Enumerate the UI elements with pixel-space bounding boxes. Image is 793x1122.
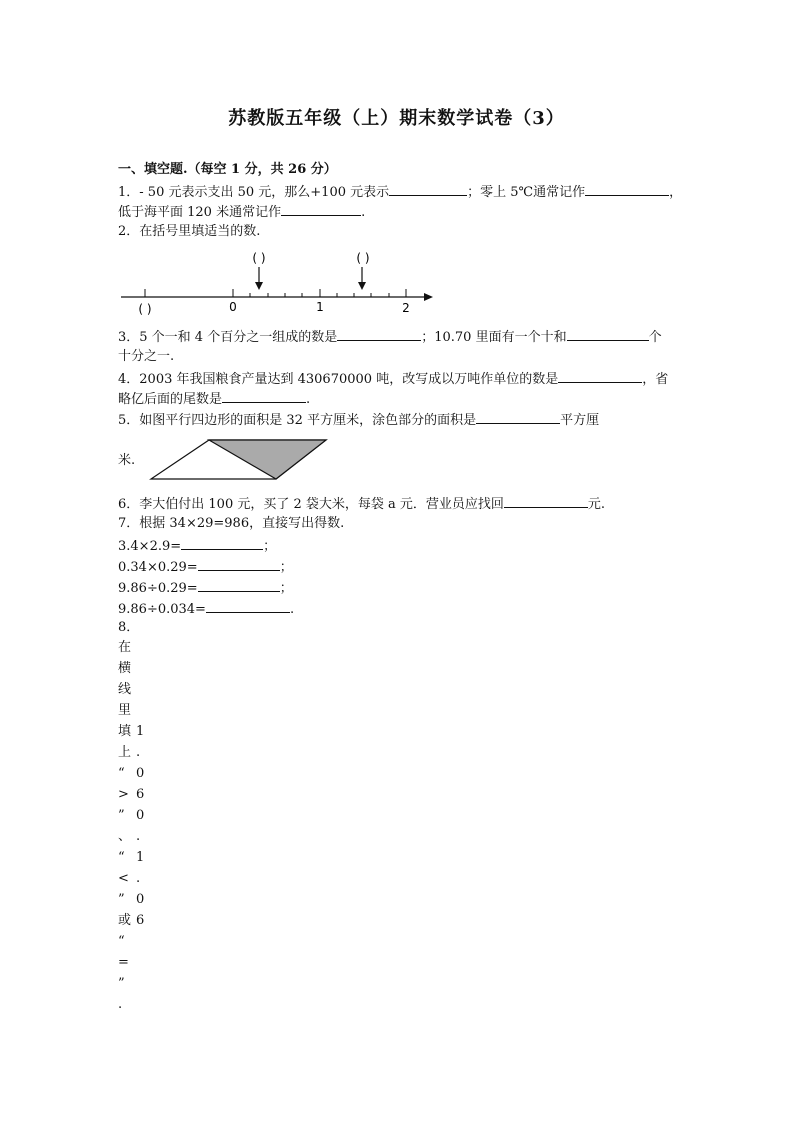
paren-blank[interactable]: ( ) [252, 251, 266, 265]
q6-line: 6．李大伯付出 100 元，买了 2 袋大米，每袋 a 元．营业员应找回 元. [118, 497, 606, 512]
q7-item: 0.34×0.29= ； [118, 560, 293, 575]
paren-blank[interactable]: ( ) [356, 251, 370, 265]
tick-label: 0 [229, 300, 237, 314]
q7-item: 3.4×2.9= ； [118, 539, 277, 554]
q7-text: 7．根据 34×29=986，直接写出得数. [118, 516, 345, 531]
section-heading: 一、填空题.（每空 1 分，共 26 分） [118, 162, 337, 177]
exam-title: 苏教版五年级（上）期末数学试卷（3） [228, 108, 565, 129]
answer-blank[interactable] [222, 390, 306, 403]
answer-blank[interactable] [206, 600, 290, 613]
q2-text: 2．在括号里填适当的数. [118, 224, 261, 239]
q5-line1: 5．如图平行四边形的面积是 32 平方厘米，涂色部分的面积是 平方厘 [118, 413, 600, 428]
answer-blank[interactable] [181, 537, 263, 550]
q8-column-2: 1 . 0 6 0 . 1 . 0 6 [136, 724, 145, 928]
answer-blank[interactable] [476, 411, 560, 424]
answer-blank[interactable] [567, 328, 649, 341]
arrow-down-icon [255, 282, 263, 290]
q7-item: 9.86÷0.034= . [118, 602, 295, 617]
answer-blank[interactable] [198, 579, 280, 592]
paren-blank[interactable]: ( ) [138, 302, 152, 316]
q1-line1: 1．- 50 元表示支出 50 元，那么+100 元表示 ；零上 5℃通常记作 ， [118, 185, 683, 200]
answer-blank[interactable] [558, 370, 642, 383]
q4-line1: 4．2003 年我国粮食产量达到 430670000 吨，改写成以万吨作单位的数是 ，省 [118, 372, 669, 387]
answer-blank[interactable] [198, 558, 280, 571]
answer-blank[interactable] [337, 328, 421, 341]
q3-line1: 3．5 个一和 4 个百分之一组成的数是 ；10.70 里面有一个十和 个 [118, 330, 662, 345]
answer-blank[interactable] [504, 495, 588, 508]
q7-item: 9.86÷0.29= ； [118, 581, 293, 596]
parallelogram-figure [151, 440, 326, 479]
q5-line2: 米. [118, 453, 136, 468]
q3-line2: 十分之一. [118, 349, 175, 364]
tick-label: 2 [402, 301, 410, 315]
q4-line2: 略亿后面的尾数是 . [118, 392, 311, 407]
arrow-down-icon [358, 282, 366, 290]
tick-label: 1 [316, 300, 324, 314]
q8-column-1: 在 横 线 里 填 上 “ > ” 、 “ < ” 或 “ = ” . [118, 640, 132, 1012]
q1-line2: 低于海平面 120 米通常记作 . [118, 205, 366, 220]
number-line [121, 251, 433, 316]
q8-number: 8． [118, 620, 140, 635]
